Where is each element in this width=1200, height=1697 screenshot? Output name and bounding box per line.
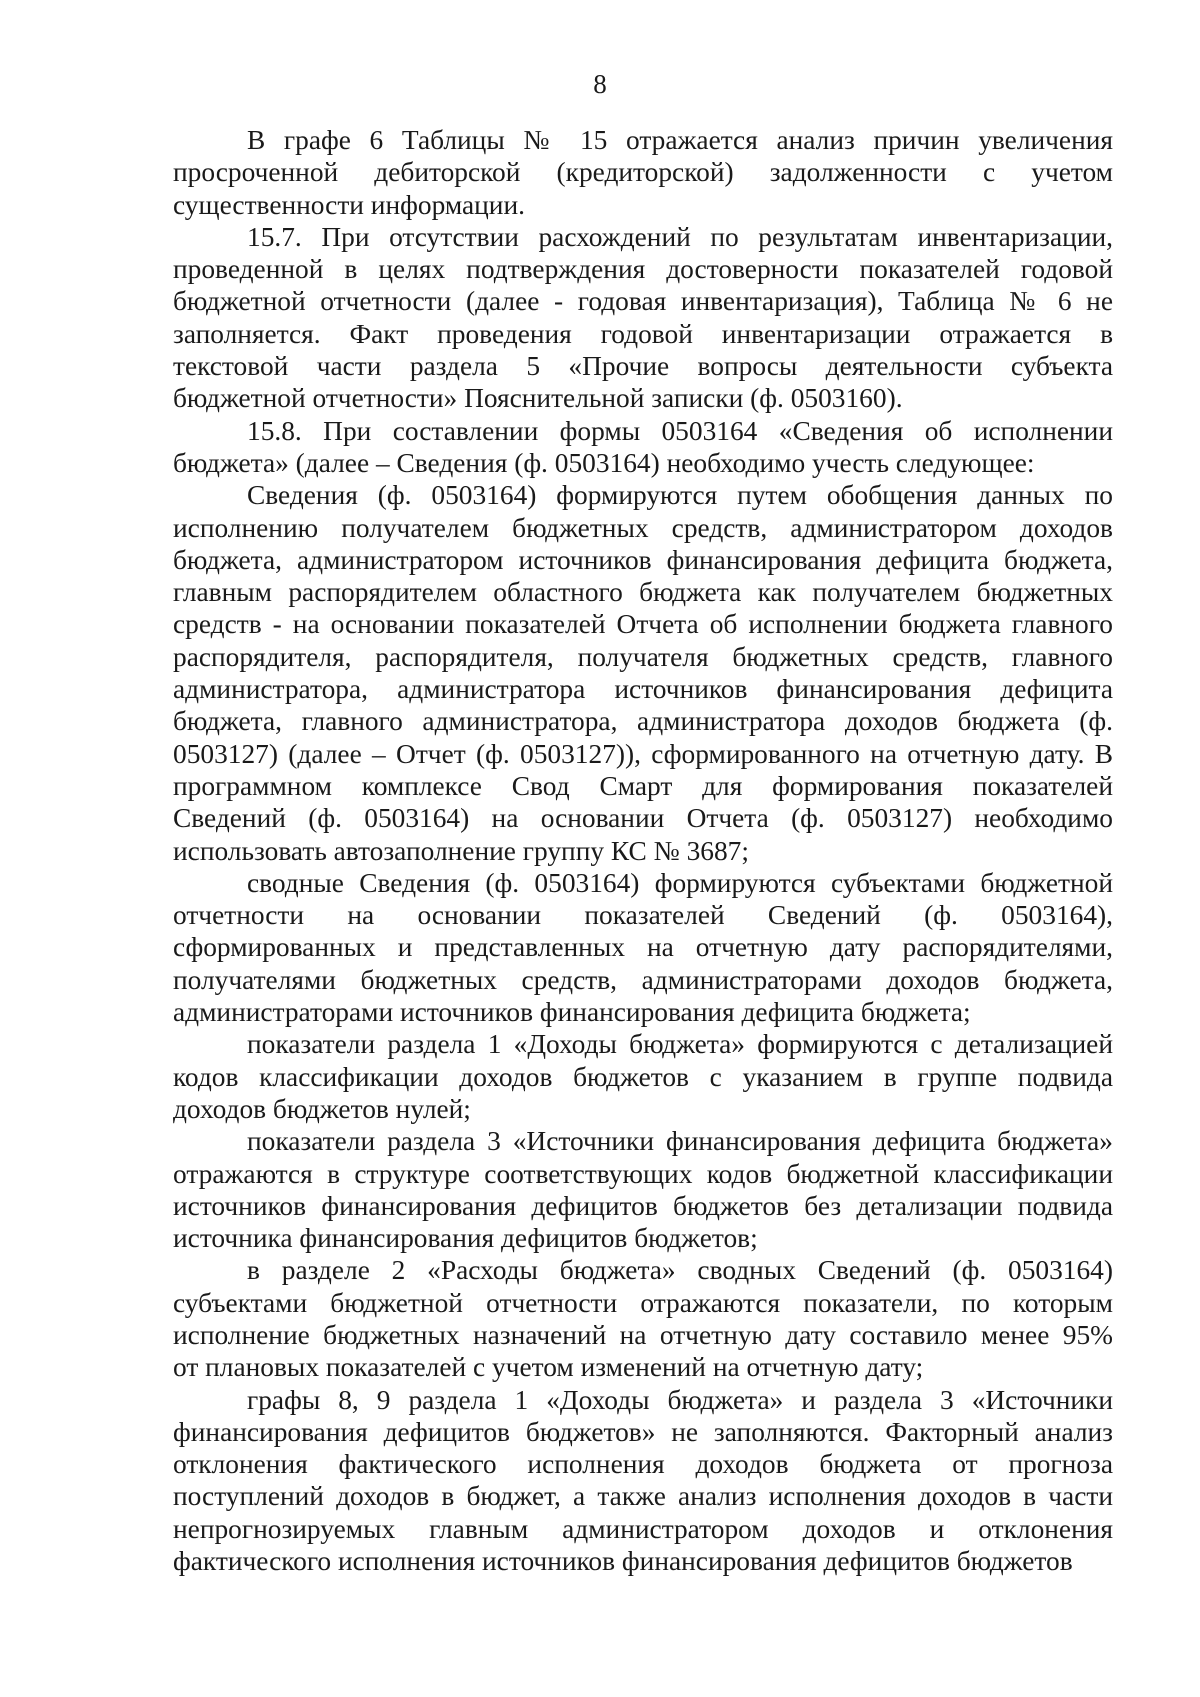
text-line: текстовой части раздела 5 «Прочие вопросы деятельности субъекта (173, 351, 1113, 382)
text-line: средств - на основании показателей Отчета об исполнении бюджета главного (173, 609, 1113, 640)
text-line: показатели раздела 1 «Доходы бюджета» формируются с детализацией (247, 1029, 1113, 1060)
text-line: 0503127) (далее – Отчет (ф. 0503127)), сформированного на отчетную дату. В (173, 738, 1113, 769)
paragraph (173, 1254, 1113, 1383)
text-line: поступлений доходов в бюджет, а также анализ исполнения доходов в части (173, 1481, 1113, 1512)
paragraph (173, 1125, 1113, 1254)
text-line: отклонения фактического исполнения доходов бюджета от прогноза (173, 1449, 1113, 1480)
text-line: главным распорядителем областного бюджета как получателем бюджетных (173, 577, 1113, 608)
text-line: программном комплексе Свод Смарт для формирования показателей (173, 770, 1113, 801)
text-line: сформированных и представленных на отчетную дату распорядителями, (173, 932, 1113, 963)
text-line: показатели раздела 3 «Источники финансирования дефицита бюджета» (247, 1126, 1113, 1157)
text-line: администраторами источников финансирования дефицита бюджета; (173, 997, 971, 1028)
text-line: непрогнозируемых главным администратором доходов и отклонения (173, 1513, 1113, 1544)
text-line: отчетности на основании показателей Сведений (ф. 0503164), (173, 900, 1113, 931)
paragraph (173, 124, 1113, 221)
text-line: сводные Сведения (ф. 0503164) формируются субъектами бюджетной (247, 867, 1113, 898)
text-line: проведенной в целях подтверждения достоверности показателей годовой (173, 254, 1113, 285)
text-line: бюджета» (далее – Сведения (ф. 0503164) необходимо учесть следующее: (173, 447, 1035, 478)
text-line: кодов классификации доходов бюджетов с указанием в группе подвида (173, 1061, 1113, 1092)
paragraph (173, 415, 1113, 480)
text-line: В графе 6 Таблицы № 15 отражается анализ причин увеличения (247, 125, 1113, 155)
text-line: бюджета, главного администратора, администратора доходов бюджета (ф. (173, 706, 1113, 737)
text-line: графы 8, 9 раздела 1 «Доходы бюджета» и раздела 3 «Источники (247, 1384, 1113, 1415)
text-line: субъектами бюджетной отчетности отражаются показатели, по которым (173, 1287, 1113, 1318)
text-line: 15.8. При составлении формы 0503164 «Сведения об исполнении (247, 415, 1113, 446)
text-line: бюджетной отчетности» Пояснительной записки (ф. 0503160). (173, 383, 903, 414)
paragraph (173, 867, 1113, 1028)
text-line: отражаются в структуре соответствующих кодов бюджетной классификации (173, 1158, 1113, 1189)
paragraph (173, 479, 1113, 867)
page-number: 8 (593, 69, 607, 99)
text-line: исполнению получателем бюджетных средств, администратором доходов (173, 512, 1113, 543)
text-line: бюджетной отчетности (далее - годовая инвентаризация), Таблица № 6 не (173, 286, 1113, 317)
paragraph (173, 1028, 1113, 1125)
paragraph (173, 221, 1113, 415)
text-line: заполняется. Факт проведения годовой инвентаризации отражается в (173, 318, 1113, 349)
text-line: администратора, администратора источников финансирования дефицита (173, 674, 1113, 705)
text-line: финансирования дефицитов бюджетов» не заполняются. Факторный анализ (173, 1416, 1113, 1447)
text-line: источников финансирования дефицитов бюджетов без детализации подвида (173, 1190, 1113, 1221)
document-body (173, 124, 1113, 1577)
text-line: источника финансирования дефицитов бюджетов; (173, 1223, 758, 1254)
text-line: использовать автозаполнение группу КС № 3687; (173, 835, 749, 866)
text-line: доходов бюджетов нулей; (173, 1093, 471, 1124)
text-line: фактического исполнения источников финансирования дефицитов бюджетов (173, 1546, 1073, 1577)
text-line: бюджета, администратором источников финансирования дефицита бюджета, (173, 544, 1113, 575)
paragraph (173, 1384, 1113, 1578)
text-line: от плановых показателей с учетом изменений на отчетную дату; (173, 1352, 924, 1383)
text-line: получателями бюджетных средств, администраторами доходов бюджета, (173, 964, 1113, 995)
text-line: просроченной дебиторской (кредиторской) задолженности с учетом (173, 157, 1113, 188)
text-line: в разделе 2 «Расходы бюджета» сводных Сведений (ф. 0503164) (247, 1255, 1113, 1286)
text-line: Сведений (ф. 0503164) на основании Отчета (ф. 0503127) необходимо (173, 803, 1113, 834)
text-line: 15.7. При отсутствии расхождений по результатам инвентаризации, (247, 221, 1113, 252)
text-line: Сведения (ф. 0503164) формируются путем обобщения данных по (247, 480, 1113, 511)
text-line: исполнение бюджетных назначений на отчетную дату составило менее 95% (173, 1319, 1113, 1350)
text-line: существенности информации. (173, 189, 525, 220)
text-line: распорядителя, распорядителя, получателя бюджетных средств, главного (173, 641, 1113, 672)
